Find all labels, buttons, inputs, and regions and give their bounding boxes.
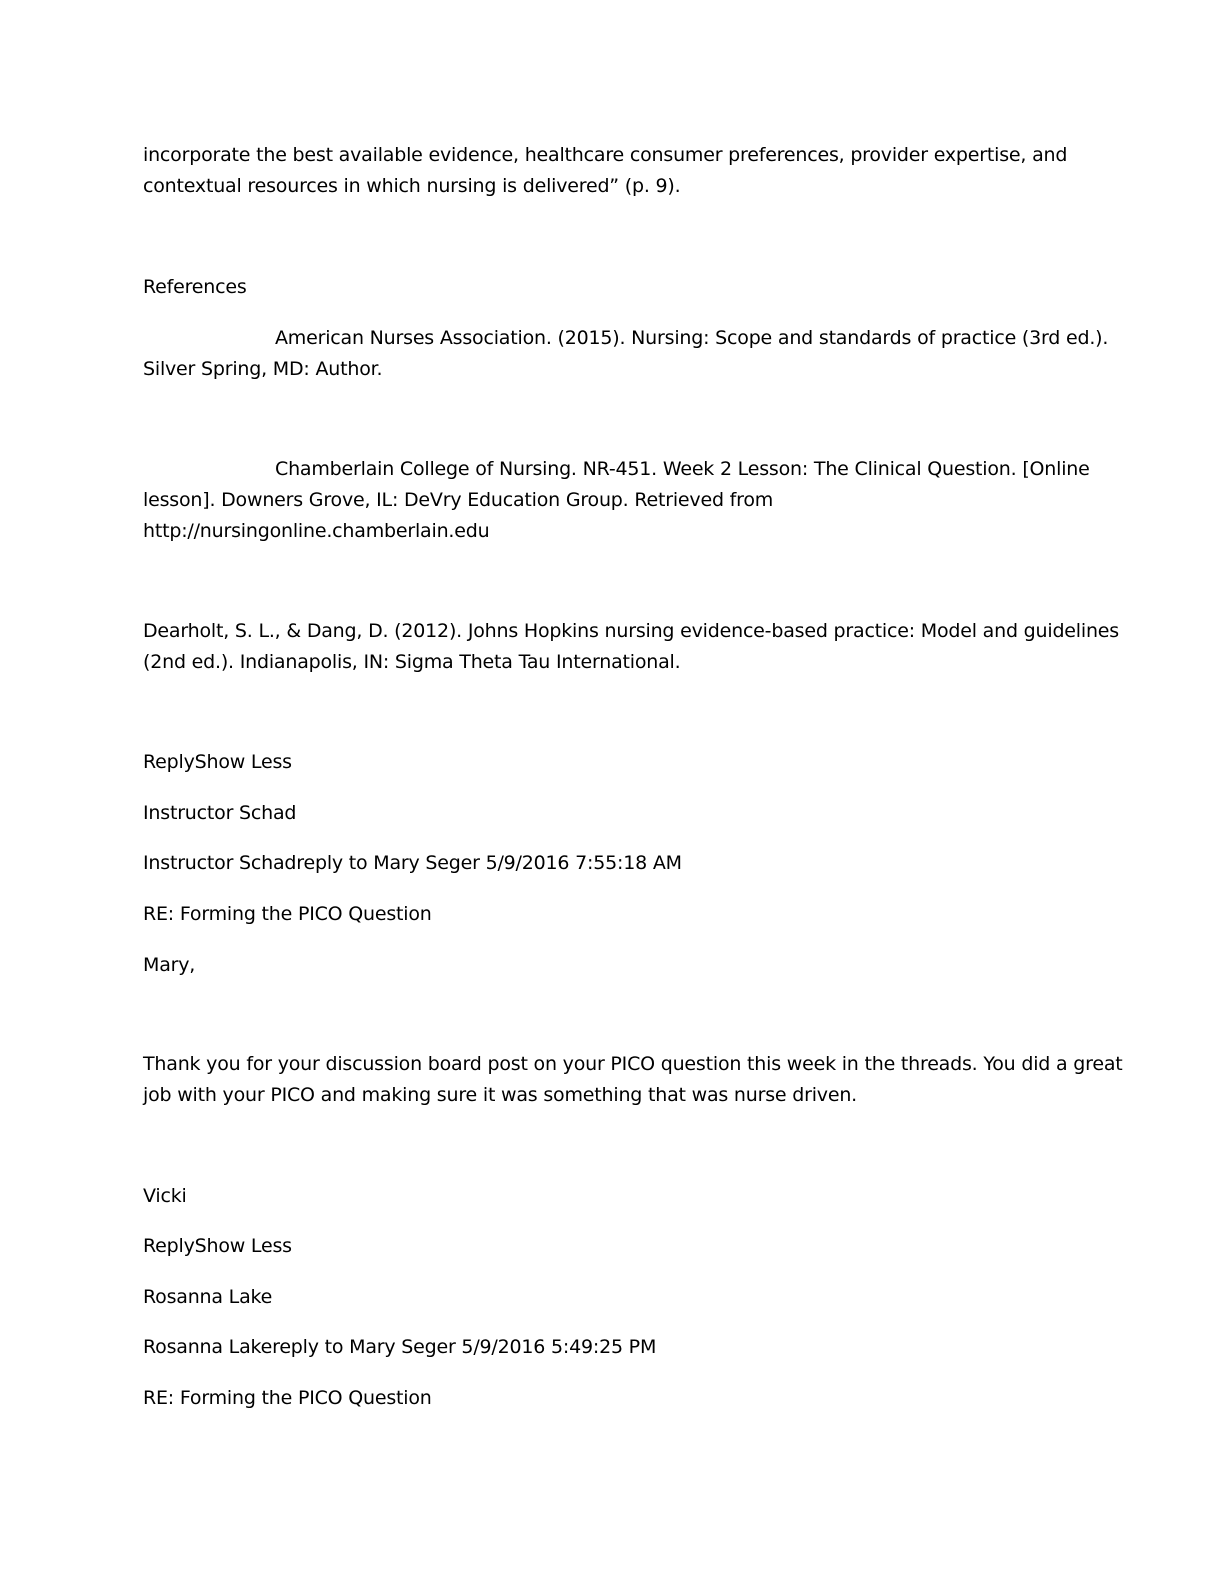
post-reply-meta: Rosanna Lakereply to Mary Seger 5/9/2016 5:49:25 PM [143,1336,657,1358]
reference-entry [143,323,1109,385]
post-subject: RE: Forming the PICO Question [143,1387,432,1409]
post-body [143,1049,1123,1111]
reply-show-less-text: ReplyShow Less [143,751,292,773]
reference-line: Silver Spring, MD: Author. [143,358,383,380]
reference-line: Dearholt, S. L., & Dang, D. (2012). Johns Hopkins nursing evidence-based practice: Model and guidelines [143,620,1119,642]
references-heading: References [143,276,247,298]
post-greeting: Mary, [143,954,196,976]
post-signature: Vicki [143,1185,187,1207]
reference-url: http://nursingonline.chamberlain.edu [143,520,490,542]
intro-line: contextual resources in which nursing is delivered” (p. 9). [143,175,681,197]
reference-line: American Nurses Association. (2015). Nursing: Scope and standards of practice (3rd ed.). [275,327,1109,349]
post-subject: RE: Forming the PICO Question [143,903,432,925]
post-reply-meta: Instructor Schadreply to Mary Seger 5/9/2016 7:55:18 AM [143,852,682,874]
reference-entry [143,616,1119,678]
reference-line: Chamberlain College of Nursing. NR-451. Week 2 Lesson: The Clinical Question. [Online [275,458,1090,480]
reference-entry [143,454,1090,547]
post-author: Rosanna Lake [143,1286,273,1308]
reply-show-less-text: ReplyShow Less [143,1235,292,1257]
post-author: Instructor Schad [143,802,297,824]
post-body-line: job with your PICO and making sure it was something that was nurse driven. [143,1084,858,1106]
post-body-line: Thank you for your discussion board post on your PICO question this week in the threads. You did a great [143,1053,1123,1075]
reference-line: (2nd ed.). Indianapolis, IN: Sigma Theta Tau International. [143,651,681,673]
intro-paragraph [143,140,1083,202]
intro-line: incorporate the best available evidence, healthcare consumer preferences, provider expertise, and [143,144,1068,166]
reference-line: lesson]. Downers Grove, IL: DeVry Education Group. Retrieved from [143,489,774,511]
